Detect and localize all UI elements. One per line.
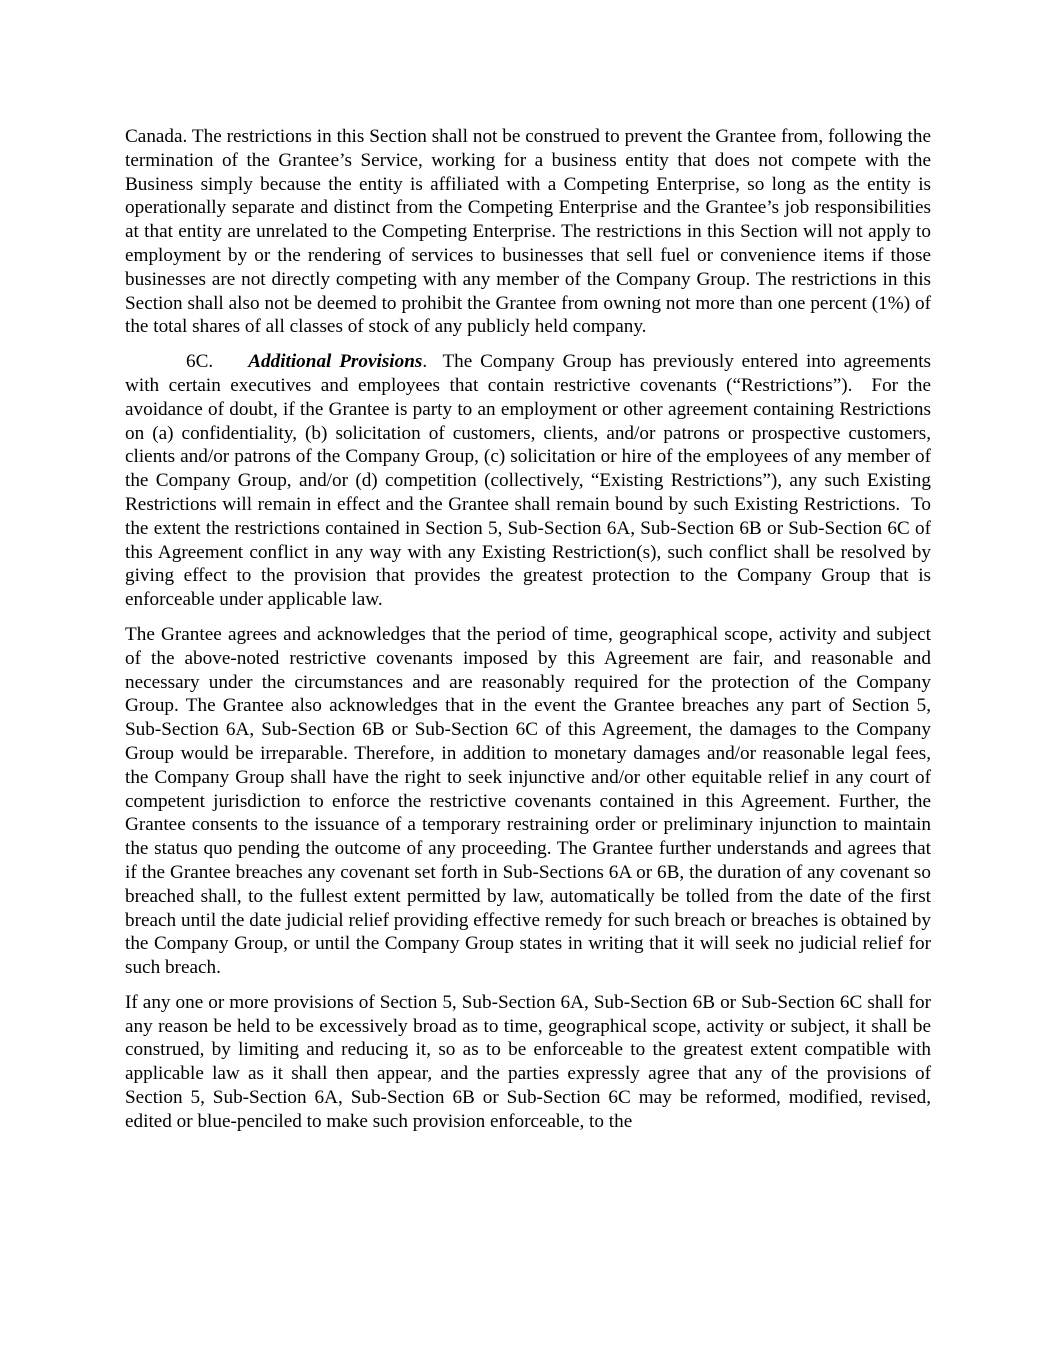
paragraph-6c-additional-provisions <box>125 350 936 612</box>
section-body: The Company Group has previously entered into agreements with certain executives and employees that contain restrictive covenants (“Restrictions”). For the avoidance of doubt, if the Grantee is party to an employment or other agreement containing Restrictions on (a) confidentiality, (b) solicitation of customers, clients, and/or patrons or prospective customers, clients and/or patrons of the Company Group, (c) solicitation or hire of the employees of any member of the Company Group, and/or (d) competition (collectively, “Existing Restrictions”), any such Existing Restrictions will remain in effect and the Grantee shall remain bound by such Existing Restrictions. To the extent the restrictions contained in Section 5, Sub-Section 6A, Sub-Section 6B or Sub-Section 6C of this Agreement conflict in any way with any Existing Restriction(s), such conflict shall be resolved by giving effect to the provision that provides the greatest protection to the Company Group that is enforceable under applicable law. <box>125 351 936 611</box>
section-heading: Additional Provisions <box>248 351 423 373</box>
document-page <box>125 125 936 1145</box>
paragraph-restrictions-continued: Canada. The restrictions in this Section shall not be construed to prevent the Grantee from, following the termination of the Grantee’s Service, working for a business entity that does not compete with the Business simply because the entity is affiliated with a Competing Enterprise, so long as the entity is operationally separate and distinct from the Competing Enterprise and the Grantee’s job responsibilities at that entity are unrelated to the Competing Enterprise. The restrictions in this Section will not apply to employment by or the rendering of services to businesses that sell fuel or convenience items if those businesses are not directly competing with any member of the Company Group. The restrictions in this Section shall also not be deemed to prohibit the Grantee from owning not more than one percent (1%) of the total shares of all classes of stock of any publicly held company. <box>125 126 931 338</box>
section-heading-punctuation: . <box>422 351 428 373</box>
paragraph-severability: If any one or more provisions of Section 5, Sub-Section 6A, Sub-Section 6B or Sub-Section 6C shall for any reason be held to be excessively broad as to time, geographical scope, activity or subject, it shall be construed, by limiting and reducing it, so as to be enforceable to the greatest extent compatible with applicable law as it shall then appear, and the parties expressly agree that any of the provisions of Section 5, Sub-Section 6A, Sub-Section 6B or Sub-Section 6C may be reformed, modified, revised, edited or blue-penciled to make such provision enforceable, to the <box>125 991 931 1132</box>
section-number: 6C. <box>186 351 214 373</box>
paragraph-acknowledgement: The Grantee agrees and acknowledges that the period of time, geographical scope, activity and subject of the above-noted restrictive covenants imposed by this Agreement are fair, and reasonable and necessary under the circumstances and are reasonably required for the protection of the Company Group. The Grantee also acknowledges that in the event the Grantee breaches any part of Section 5, Sub-Section 6A, Sub-Section 6B or Sub-Section 6C of this Agreement, the damages to the Company Group would be irreparable. Therefore, in addition to monetary damages and/or reasonable legal fees, the Company Group shall have the right to seek injunctive and/or other equitable relief in any court of competent jurisdiction to enforce the restrictive covenants contained in this Agreement. Further, the Grantee consents to the issuance of a temporary restraining order or preliminary injunction to maintain the status quo pending the outcome of any proceeding. The Grantee further understands and agrees that if the Grantee breaches any covenant set forth in Sub-Sections 6A or 6B, the duration of any covenant so breached shall, to the fullest extent permitted by law, automatically be tolled from the date of the first breach until the date judicial relief providing effective remedy for such breach or breaches is obtained by the Company Group, or until the Company Group states in writing that it will seek no judicial relief for such breach. <box>125 623 931 979</box>
